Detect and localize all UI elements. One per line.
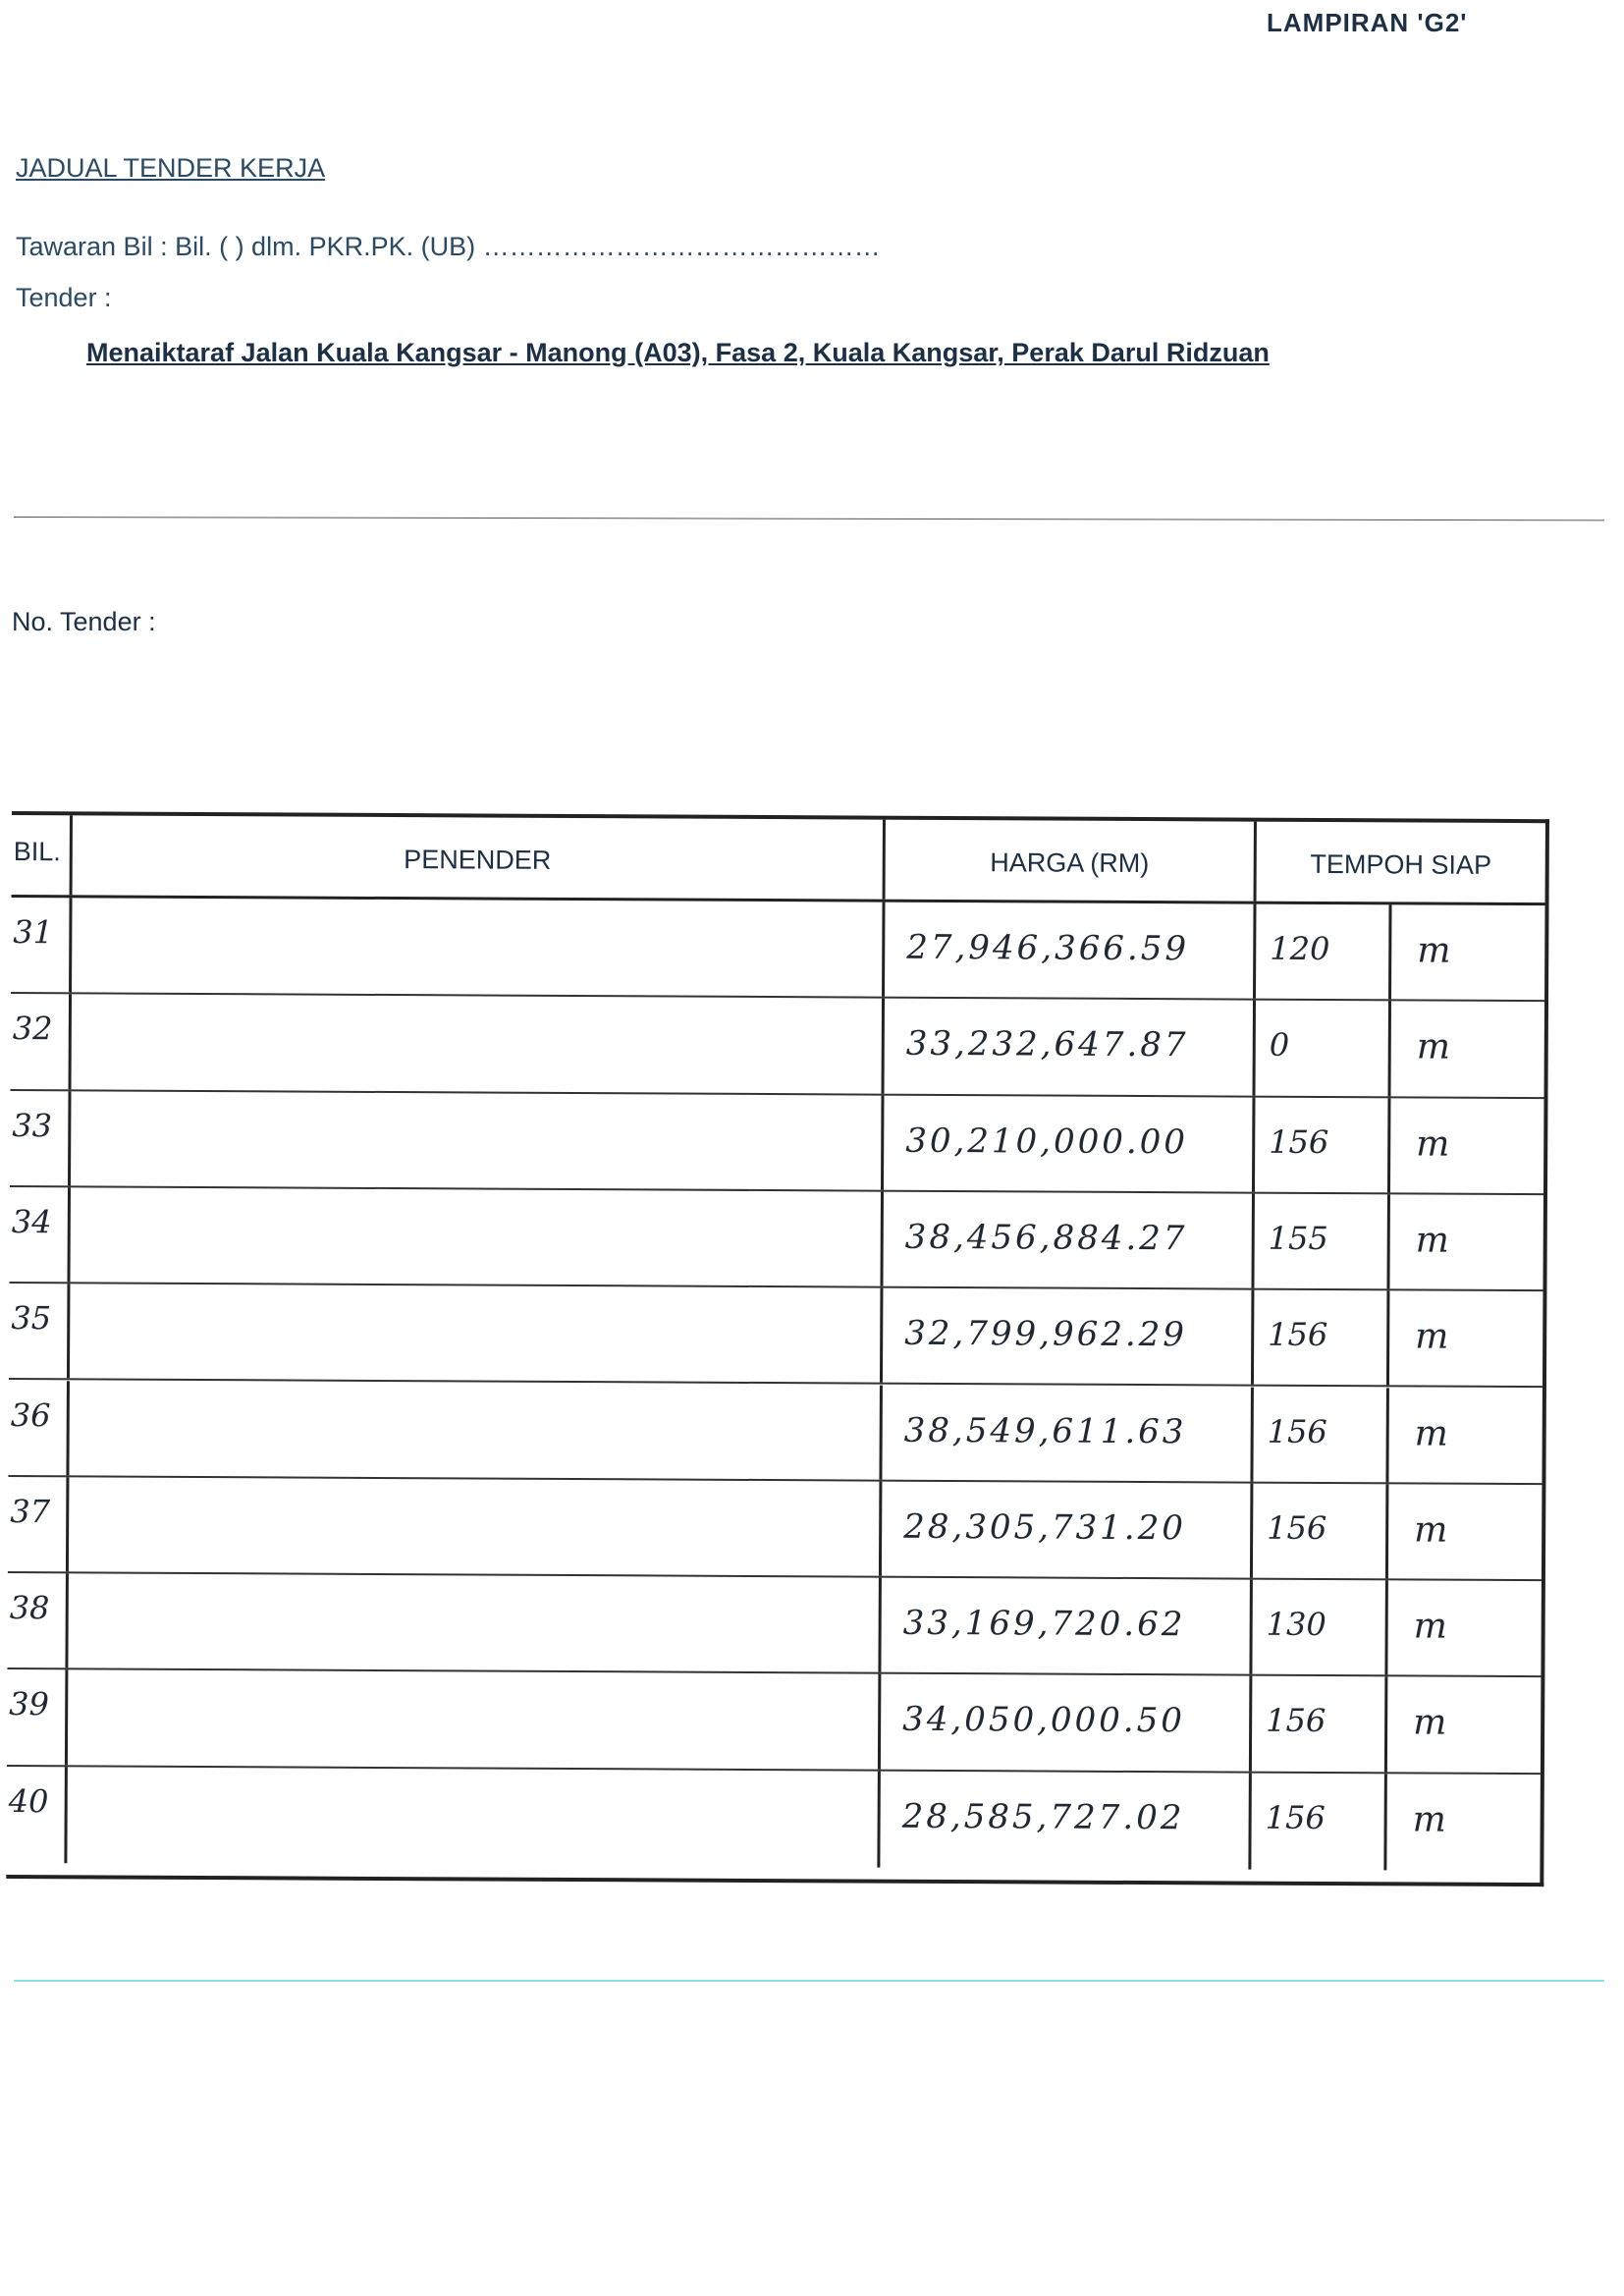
harga-cell — [883, 1192, 1254, 1288]
row-unit: m — [1416, 1026, 1451, 1067]
bil-cell — [8, 1380, 70, 1475]
unit-cell — [1388, 1484, 1543, 1579]
bil-cell — [9, 1187, 71, 1283]
penender-cell — [72, 898, 885, 997]
row-tempoh: 156 — [1266, 1702, 1326, 1740]
schedule-title: JADUAL TENDER KERJA — [16, 153, 326, 183]
table-row — [6, 1767, 1540, 1871]
table-row — [10, 1091, 1543, 1195]
project-title: Menaiktaraf Jalan Kuala Kangsar - Manong (A03), Fasa 2, Kuala Kangsar, Perak Darul Ridzuan — [86, 338, 1270, 367]
bil-cell — [11, 994, 73, 1089]
row-tempoh: 120 — [1270, 929, 1330, 968]
table-row — [7, 1573, 1541, 1677]
harga-cell — [882, 1481, 1253, 1577]
row-harga: 27,946,366.59 — [906, 927, 1190, 969]
offer-line: Tawaran Bil : Bil. ( ) dlm. PKR.PK. (UB) ……………………………………… — [16, 232, 881, 261]
row-harga: 30,210,000.00 — [905, 1121, 1189, 1162]
row-unit: m — [1412, 1799, 1446, 1840]
table-row — [8, 1380, 1542, 1484]
harga-cell — [882, 1385, 1253, 1481]
row-bil: 31 — [13, 913, 54, 952]
row-harga: 33,169,720.62 — [902, 1603, 1186, 1645]
bil-cell — [7, 1669, 69, 1765]
row-bil: 34 — [11, 1202, 52, 1241]
tender-table — [6, 811, 1549, 1886]
tempoh-cell — [1254, 1194, 1390, 1289]
row-bil: 32 — [12, 1010, 53, 1048]
row-tempoh: 0 — [1269, 1026, 1290, 1065]
unit-cell — [1389, 1291, 1543, 1387]
row-harga: 28,585,727.02 — [901, 1796, 1185, 1837]
bil-cell — [9, 1284, 71, 1379]
row-tempoh: 156 — [1267, 1412, 1327, 1450]
table-row — [8, 1477, 1542, 1581]
harga-cell — [880, 1771, 1252, 1869]
unit-cell — [1389, 1194, 1543, 1289]
harga-cell — [884, 1095, 1255, 1191]
annex-label: LAMPIRAN 'G2' — [1267, 8, 1468, 37]
harga-cell — [881, 1674, 1252, 1771]
tempoh-cell — [1256, 904, 1392, 1000]
penender-cell — [69, 1477, 882, 1576]
row-unit: m — [1413, 1606, 1447, 1647]
row-tempoh: 156 — [1269, 1122, 1329, 1161]
tempoh-cell — [1253, 1483, 1389, 1578]
row-tempoh: 156 — [1267, 1508, 1327, 1547]
penender-cell — [68, 1670, 881, 1770]
unit-cell — [1387, 1580, 1542, 1675]
tender-label: Tender : — [16, 283, 112, 312]
tempoh-cell — [1254, 1290, 1390, 1386]
tempoh-cell — [1252, 1580, 1388, 1675]
row-harga: 28,305,731.20 — [903, 1506, 1187, 1549]
row-tempoh: 155 — [1268, 1219, 1328, 1257]
row-unit: m — [1415, 1220, 1449, 1261]
row-unit: m — [1414, 1412, 1448, 1454]
tender-no-label: No. Tender : — [12, 607, 156, 636]
top-divider — [14, 517, 1604, 520]
table-row — [11, 898, 1544, 1002]
row-unit: m — [1417, 930, 1451, 971]
header-penender-cell — [73, 815, 886, 899]
penender-cell — [72, 995, 885, 1094]
row-unit: m — [1413, 1702, 1447, 1744]
row-unit: m — [1415, 1316, 1449, 1357]
unit-cell — [1388, 1388, 1543, 1483]
row-bil: 37 — [10, 1492, 51, 1531]
row-tempoh: 130 — [1266, 1605, 1326, 1644]
row-bil: 39 — [9, 1685, 50, 1723]
penender-cell — [71, 1091, 884, 1190]
row-tempoh: 156 — [1265, 1798, 1326, 1836]
unit-cell — [1386, 1774, 1541, 1871]
penender-cell — [70, 1285, 883, 1384]
row-harga: 38,549,611.63 — [903, 1410, 1187, 1451]
tempoh-cell — [1256, 1001, 1392, 1096]
row-bil: 33 — [12, 1106, 53, 1144]
row-harga: 38,456,884.27 — [904, 1217, 1188, 1259]
table-row — [9, 1284, 1543, 1388]
header-penender: PENENDER — [404, 845, 552, 875]
harga-cell — [883, 1288, 1254, 1385]
harga-cell — [881, 1578, 1252, 1674]
bil-cell — [11, 898, 73, 993]
header-tempoh: TEMPOH SIAP — [1310, 848, 1492, 880]
tempoh-cell — [1252, 1676, 1388, 1772]
bil-cell — [6, 1767, 68, 1864]
header-bil: BIL. — [13, 837, 61, 867]
penender-cell — [70, 1187, 883, 1286]
header-tempoh-cell — [1257, 822, 1545, 903]
header-bil-cell — [12, 815, 73, 895]
harga-cell — [885, 999, 1256, 1095]
tempoh-cell — [1251, 1773, 1387, 1870]
bil-cell — [10, 1091, 72, 1186]
table-row — [11, 994, 1544, 1098]
tempoh-cell — [1255, 1097, 1391, 1192]
row-bil: 36 — [10, 1395, 51, 1434]
unit-cell — [1391, 904, 1545, 1000]
row-bil: 38 — [9, 1589, 50, 1627]
row-bil: 40 — [8, 1781, 49, 1820]
penender-cell — [68, 1573, 881, 1672]
header-harga: HARGA (RM) — [990, 847, 1150, 879]
penender-cell — [69, 1381, 882, 1480]
table-row — [9, 1187, 1543, 1291]
row-harga: 32,799,962.29 — [904, 1313, 1188, 1355]
tempoh-cell — [1253, 1387, 1389, 1482]
row-unit: m — [1416, 1123, 1450, 1165]
row-bil: 35 — [11, 1299, 52, 1338]
unit-cell — [1387, 1677, 1542, 1773]
table-header-row — [12, 815, 1545, 905]
bil-cell — [8, 1477, 70, 1572]
row-unit: m — [1414, 1509, 1448, 1551]
header-harga-cell — [886, 820, 1257, 902]
row-harga: 33,232,647.87 — [905, 1024, 1189, 1066]
bottom-divider — [14, 1980, 1604, 1982]
row-tempoh: 156 — [1268, 1315, 1328, 1354]
row-harga: 34,050,000.50 — [902, 1700, 1186, 1741]
bil-cell — [7, 1573, 69, 1668]
table-row — [7, 1669, 1541, 1774]
penender-cell — [67, 1767, 881, 1868]
harga-cell — [885, 902, 1256, 999]
unit-cell — [1390, 1098, 1544, 1193]
unit-cell — [1391, 1002, 1545, 1097]
